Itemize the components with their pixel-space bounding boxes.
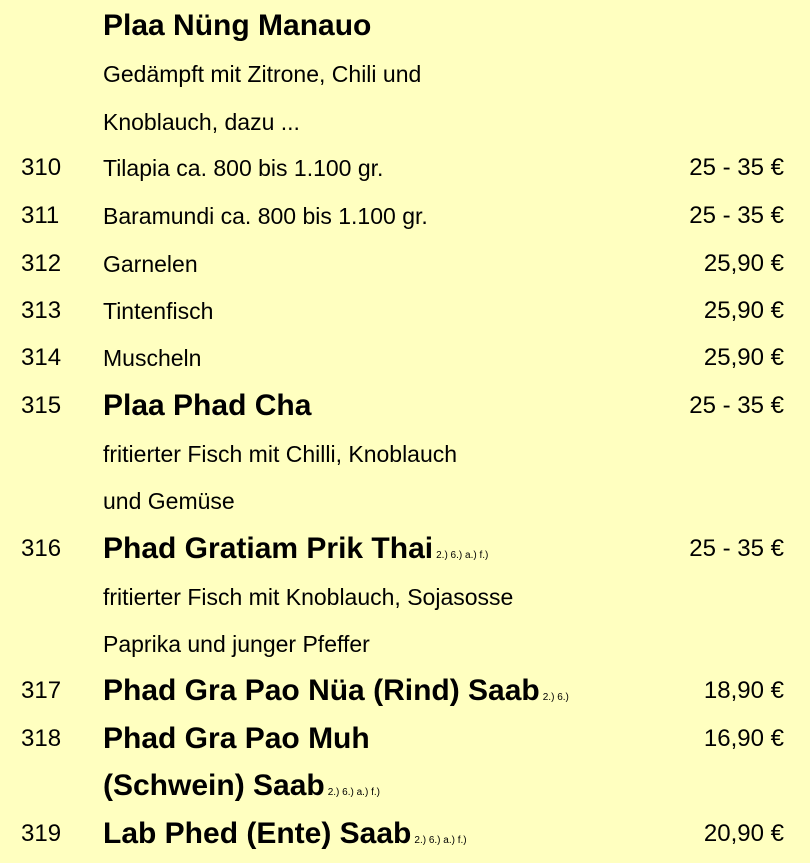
item-price: 20,90 € xyxy=(703,820,784,847)
dish-title: Phad Gra Pao Nüa (Rind) Saab xyxy=(103,674,540,707)
allergen-note: 2.) 6.) a.) f.) xyxy=(414,835,467,846)
item-name: Muscheln xyxy=(103,345,202,371)
dish-description: fritierter Fisch mit Chilli, Knoblauch xyxy=(103,441,458,467)
dish-title: Plaa Nüng Manauo xyxy=(103,9,372,42)
item-number: 314 xyxy=(21,344,62,371)
item-number: 316 xyxy=(21,535,62,562)
dish-title: Plaa Phad Cha xyxy=(103,389,312,422)
item-price: 16,90 € xyxy=(703,725,784,752)
dish-description: fritierter Fisch mit Knoblauch, Sojasosse xyxy=(103,584,514,610)
dish-description-line xyxy=(0,624,810,664)
menu-item-312 xyxy=(0,244,810,284)
dish-title: Phad Gratiam Prik Thai xyxy=(103,532,434,565)
item-number: 317 xyxy=(21,677,62,704)
dish-title: Lab Phed (Ente) Saab xyxy=(103,817,412,850)
item-name: Baramundi ca. 800 bis 1.100 gr. xyxy=(103,203,428,229)
menu-item-316 xyxy=(0,529,810,569)
item-price: 25 - 35 € xyxy=(689,154,784,181)
item-price: 25 - 35 € xyxy=(689,392,784,419)
item-number: 312 xyxy=(21,250,62,277)
dish-title-continuation xyxy=(0,766,810,806)
item-name: Garnelen xyxy=(103,251,198,277)
dish-title-wrap xyxy=(103,529,488,576)
dish-header-plaa-nueng-manauo xyxy=(0,6,810,46)
dish-description: und Gemüse xyxy=(103,488,235,514)
menu-item-313 xyxy=(0,291,810,331)
menu-item-315 xyxy=(0,386,810,426)
item-number: 311 xyxy=(21,202,60,229)
item-price: 25,90 € xyxy=(703,297,784,324)
dish-description: Paprika und junger Pfeffer xyxy=(103,631,370,657)
dish-title: Phad Gra Pao Muh xyxy=(103,722,370,755)
dish-title-wrap xyxy=(103,671,569,718)
allergen-note: 2.) 6.) a.) f.) xyxy=(327,787,380,798)
dish-description-line xyxy=(0,481,810,521)
dish-description: Gedämpft mit Zitrone, Chili und xyxy=(103,61,422,87)
dish-description-line xyxy=(0,54,810,94)
dish-description-line xyxy=(0,102,810,142)
item-price: 25 - 35 € xyxy=(689,535,784,562)
dish-description-line xyxy=(0,577,810,617)
allergen-note: 2.) 6.) a.) f.) xyxy=(436,550,489,561)
dish-title-line2: (Schwein) Saab xyxy=(103,769,325,802)
item-price: 25,90 € xyxy=(703,344,784,371)
dish-title-wrap xyxy=(103,766,380,813)
item-price: 18,90 € xyxy=(703,677,784,704)
dish-title-wrap xyxy=(103,814,467,861)
item-number: 313 xyxy=(21,297,62,324)
menu-item-311 xyxy=(0,196,810,236)
item-name: Tilapia ca. 800 bis 1.100 gr. xyxy=(103,155,384,181)
item-name: Tintenfisch xyxy=(103,298,214,324)
dish-description: Knoblauch, dazu ... xyxy=(103,109,300,135)
item-number: 319 xyxy=(21,820,62,847)
menu-item-314 xyxy=(0,338,810,378)
item-number: 318 xyxy=(21,725,62,752)
menu-item-319 xyxy=(0,814,810,854)
menu-item-318 xyxy=(0,719,810,759)
item-number: 315 xyxy=(21,392,62,419)
menu-item-317 xyxy=(0,671,810,711)
item-price: 25 - 35 € xyxy=(689,202,784,229)
dish-description-line xyxy=(0,434,810,474)
item-number: 310 xyxy=(21,154,62,181)
menu-item-310 xyxy=(0,148,810,188)
item-price: 25,90 € xyxy=(703,250,784,277)
allergen-note: 2.) 6.) xyxy=(542,692,569,703)
